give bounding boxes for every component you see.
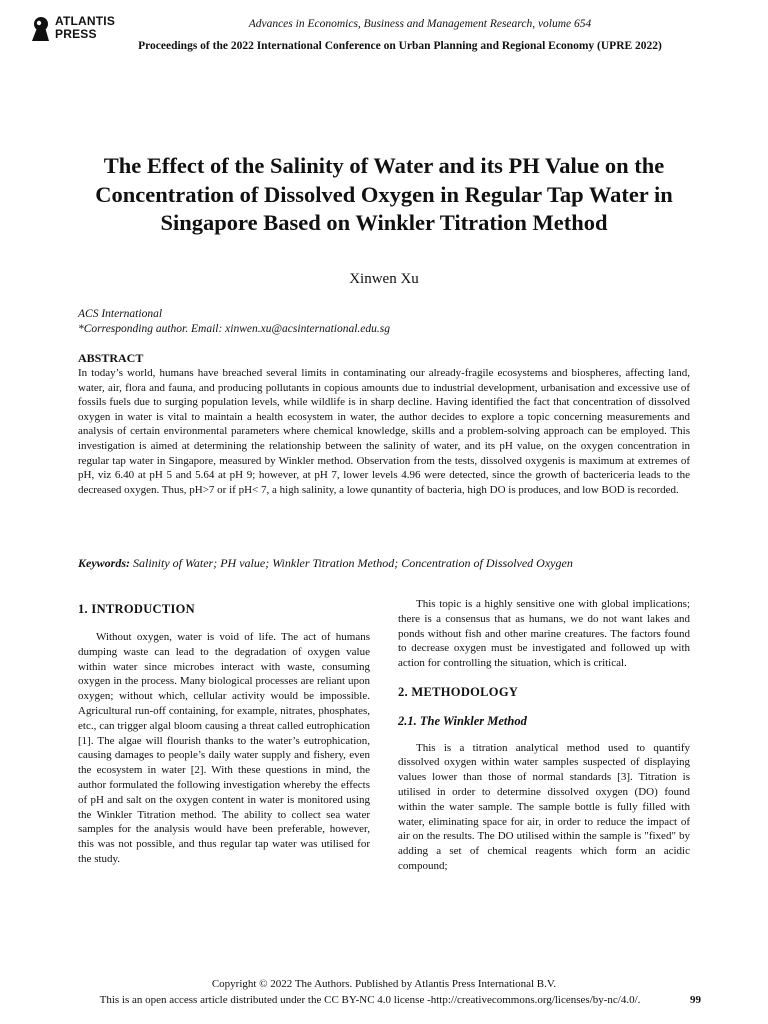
corresponding-author: *Corresponding author. Email: xinwen.xu@acsinternational.edu.sg — [78, 323, 391, 335]
winkler-paragraph-1: This is a titration analytical method used to quantify dissolved oxygen within water samples suspected of displaying values lower than those of normal standards [3]. Titration is utilised in order to determine dissolved oxygen (DO) found within the water sample. The sample bottle is fully filled with water, eliminating space for air, in order to reduce the impact of air on the results. The DO utilised within the sample is "fixed" by adding a set of chemical reagents which form an acidic compound; — [398, 741, 690, 872]
atlantis-logo-icon — [28, 16, 52, 42]
intro-paragraph-1: Without oxygen, water is void of life. The act of humans dumping waste can lead to the degradation of oxygen value within water since microbes interact with waste, consuming oxygen in the process. Many biological processes are reliant upon oxygen; without which, cellular activity would be impossible. Agricultural run-off containing, for example, nitrates, phosphates, etc., can trigger algal bloom causing a threat called eutrophication [1]. The algae will flourish thanks to the water’s eutrophication, causing damages to people’s daily water supply and fishery, even the ecosystem in water [2]. With these questions in mind, the author formulated the following investigation whereby the effects of pH and salt on the oxygen content in water is monitored using the Winkler Titration method. The ability to collect sea water samples for the analysis would have been preferable, however, this was not possible, and thus regular tap water was utilised for the study. — [78, 631, 370, 865]
license-notice: This is an open access article distributed under the CC BY-NC 4.0 license -http://creativecommons.org/licenses/by-nc/4.0/. — [99, 994, 641, 1006]
publisher-logo — [28, 14, 116, 44]
affiliation-block — [78, 307, 390, 337]
affiliation: ACS International — [78, 308, 163, 320]
keywords-label: Keywords: — [78, 556, 130, 570]
copyright-notice: Copyright © 2022 The Authors. Published by Atlantis Press International B.V. — [211, 978, 557, 990]
introduction-heading: 1. INTRODUCTION — [78, 602, 196, 616]
paper-title: The Effect of the Salinity of Water and its PH Value on the Concentration of Dissolved Oxygen in Regular Tap Water in Singapore Based on Winkler Titration Method — [95, 153, 673, 235]
proceedings-title: Proceedings of the 2022 International Conference on Urban Planning and Regional Economy (UPRE 2022) — [138, 40, 662, 52]
keywords-list: Salinity of Water; PH value; Winkler Titration Method; Concentration of Dissolved Oxygen — [133, 556, 573, 570]
series-title: Advances in Economics, Business and Management Research, volume 654 — [248, 18, 592, 30]
keywords-line — [78, 556, 698, 571]
right-column — [398, 597, 690, 874]
logo-line-2: PRESS — [55, 27, 97, 41]
author-name: Xinwen Xu — [349, 271, 419, 287]
logo-line-1: ATLANTIS — [55, 14, 116, 28]
intro-paragraph-2: This topic is a highly sensitive one with global implications; there is a consensus that as humans, we do not want lakes and ponds without fish and other marine creatures. The factors found to decrease oxygen must be investigated and followed up with action for controlling the situation, which is critical. — [398, 598, 690, 670]
abstract-heading: ABSTRACT — [78, 351, 144, 365]
winkler-subheading: 2.1. The Winkler Method — [398, 713, 527, 728]
abstract-text: In today’s world, humans have breached several limits in contaminating our already-fragile ecosystems and biospheres, affecting land, water, air, flora and fauna, and producing pollutants in copious amounts due to industrial development, urbanisation and excessive use of fossils fuels due to surging population levels, while wildlife is in sharp decline. Having identified the fact that concentration of dissolved oxygen in water is vital to maintain a health ecosystem in water, the author decides to explore a topic concerning measurements and analysis of certain environmental parameters where chemical knowledge, skills and a problem-solving approach can be employed. This investigation is aimed at determining the relationship between the salinity of water, and its pH value, on the oxygen concentration in regular tap water in Singapore, measured by Winkler method. Observation from the tests, dissolved oxygenis is maximum at extremes of pH, viz 6.40 at pH 5 and 5.64 at pH 9; however, at pH 7, lower levels 4.96 were detected, since the growth of bactericeria leads to the decreased oxygen. Thus, pH>7 or if pH< 7, a high salinity, a lowe qunantity of bacteria, high DO is produces, and low BOD is recorded. — [78, 367, 690, 496]
methodology-heading: 2. METHODOLOGY — [398, 684, 519, 699]
page-number: 99 — [690, 994, 701, 1006]
left-column — [78, 602, 370, 867]
